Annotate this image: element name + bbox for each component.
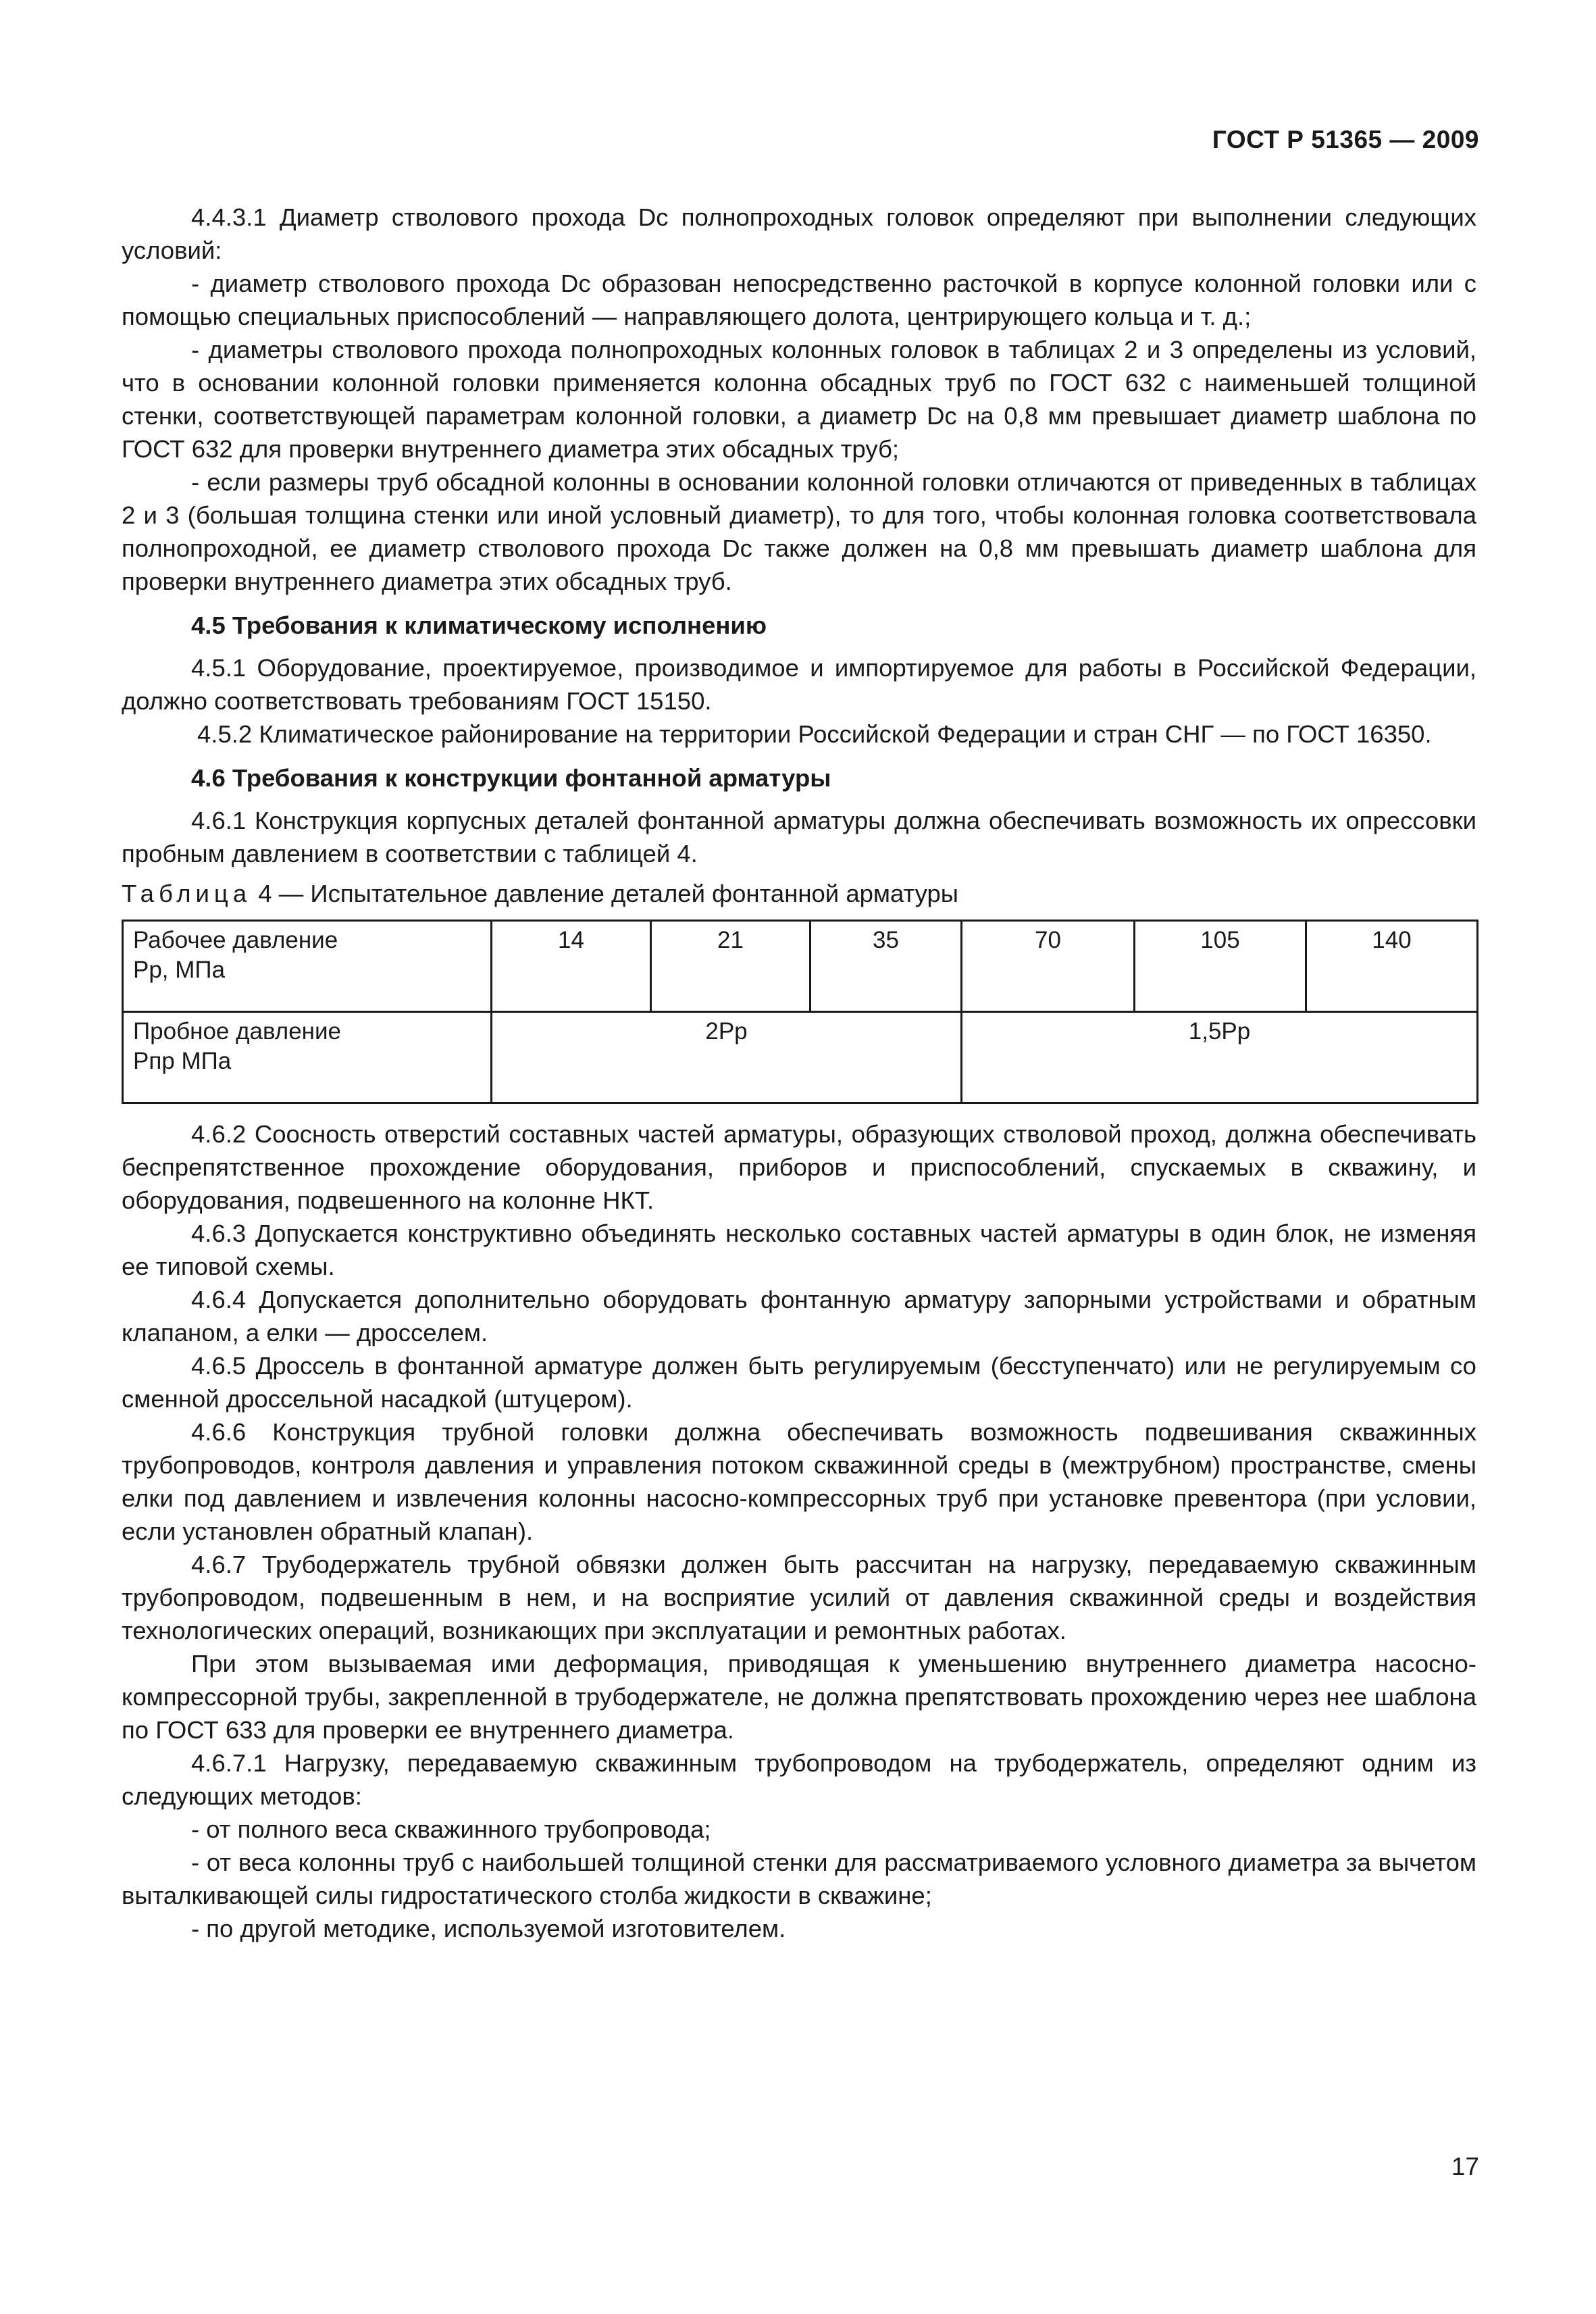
table-cell: 140	[1306, 921, 1478, 1012]
standard-header: ГОСТ Р 51365 — 2009	[1212, 126, 1479, 153]
paragraph-4-4-3-1: 4.4.3.1 Диаметр стволового прохода Dc полнопроходных головок определяют при выполнении следующих условий:	[122, 203, 1476, 264]
table-cell-label	[123, 1012, 492, 1103]
list-item: - от веса колонны труб с наибольшей толщиной стенки для рассматриваемого условного диаметра за вычетом выталкивающей силы гидростатического столба жидкости в скважине;	[122, 1848, 1476, 1909]
table-row	[123, 1012, 1478, 1103]
table-cell: 70	[962, 921, 1135, 1012]
paragraph-4-6-4: 4.6.4 Допускается дополнительно оборудовать фонтанную арматуру запорными устройствами и обратным клапаном, а елки — дросселем.	[122, 1286, 1476, 1347]
paragraph-4-6-1: 4.6.1 Конструкция корпусных деталей фонтанной арматуры должна обеспечивать возможность их опрессовки пробным давлением в соответствии с таблицей 4.	[122, 807, 1476, 867]
table-caption	[122, 877, 1476, 910]
list-item: - диаметр стволового прохода Dc образован непосредственно расточкой в корпусе колонной головки или с помощью специальных приспособлений — направляющего долота, центрирующего кольца и т. д.;	[122, 270, 1476, 330]
list-item: - диаметры стволового прохода полнопроходных колонных головок в таблицах 2 и 3 определены из условий, что в основании колонной головки применяется колонна обсадных труб по ГОСТ 632 с наименьшей толщиной стенки, соответствующей параметрам колонной головки, а диаметр Dc на 0,8 мм превышает диаметр шаблона по ГОСТ 632 для проверки внутреннего диаметра этих обсадных труб;	[122, 336, 1476, 463]
list-item: - по другой методике, используемой изготовителем.	[191, 1915, 786, 1942]
table-cell-label	[123, 921, 492, 1012]
pressure-table	[122, 920, 1478, 1104]
page-content	[122, 201, 1476, 1945]
paragraph-4-5-2: 4.5.2 Климатическое районирование на территории Российской Федерации и стран СНГ — по ГОСТ 16350.	[197, 720, 1432, 748]
test-pressure-unit: Pпр МПа	[133, 1048, 232, 1074]
table-cell: 105	[1135, 921, 1306, 1012]
list-item: - от полного веса скважинного трубопровода;	[191, 1815, 711, 1843]
section-heading-4-5: 4.5 Требования к климатическому исполнению	[191, 611, 767, 639]
paragraph-4-5-1: 4.5.1 Оборудование, проектируемое, производимое и импортируемое для работы в Российской Федерации, должно соответствовать требованиям ГОСТ 15150.	[122, 654, 1476, 715]
paragraph-4-6-5: 4.6.5 Дроссель в фонтанной арматуре должен быть регулируемым (бесступенчато) или не регулируемым со сменной дроссельной насадкой (штуцером).	[122, 1352, 1476, 1413]
page-number: 17	[1451, 2153, 1479, 2180]
table-cell: 35	[810, 921, 962, 1012]
paragraph-4-6-6: 4.6.6 Конструкция трубной головки должна обеспечивать возможность подвешивания скважинных трубопроводов, контроля давления и управления потоком скважинной среды в (межтрубном) пространстве, смены елки под давлением и извлечения колонны насосно-компрессорных труб при установке превентора (при условии, если установлен обратный клапан).	[122, 1418, 1476, 1545]
table-caption-prefix: Таблица	[122, 880, 252, 907]
section-heading-4-6: 4.6 Требования к конструкции фонтанной арматуры	[191, 764, 831, 792]
table-cell: 14	[492, 921, 651, 1012]
paragraph-4-6-7: 4.6.7 Трубодержатель трубной обвязки должен быть рассчитан на нагрузку, передаваемую скважинным трубопроводом, подвешенным в нем, и на восприятие усилий от давления скважинной среды и воздействия технологических операций, возникающих при эксплуатации и ремонтных работах.	[122, 1551, 1476, 1644]
paragraph-4-6-7-1: 4.6.7.1 Нагрузку, передаваемую скважинным трубопроводом на трубодержатель, определяют одним из следующих методов:	[122, 1749, 1476, 1810]
table-cell: 1,5Pр	[962, 1012, 1478, 1103]
paragraph-4-6-2: 4.6.2 Соосность отверстий составных частей арматуры, образующих стволовой проход, должна обеспечивать беспрепятственное прохождение оборудования, приборов и приспособлений, спускаемых в скважину, и оборудования, подвешенного на колонне НКТ.	[122, 1120, 1476, 1214]
list-item: - если размеры труб обсадной колонны в основании колонной головки отличаются от приведенных в таблицах 2 и 3 (большая толщина стенки или иной условный диаметр), то для того, чтобы колонная головка соответствовала полнопроходной, ее диаметр стволового прохода Dc также должен на 0,8 мм превышать диаметр шаблона для проверки внутреннего диаметра этих обсадных труб.	[122, 468, 1476, 595]
paragraph-4-6-7-note: При этом вызываемая ими деформация, приводящая к уменьшению внутреннего диаметра насосно-компрессорной трубы, закрепленной в трубодержателе, не должна препятствовать прохождению через нее шаблона по ГОСТ 633 для проверки ее внутреннего диаметра.	[122, 1650, 1476, 1744]
table-cell: 2Pр	[492, 1012, 962, 1103]
table-row	[123, 921, 1478, 1012]
paragraph-4-6-3: 4.6.3 Допускается конструктивно объединять несколько составных частей арматуры в один блок, не изменяя ее типовой схемы.	[122, 1219, 1476, 1280]
table-cell: 21	[651, 921, 810, 1012]
working-pressure-label: Рабочее давление	[133, 927, 338, 953]
table-caption-text: 4 — Испытательное давление деталей фонтанной арматуры	[251, 880, 959, 907]
working-pressure-unit: Pр, МПа	[133, 957, 226, 983]
test-pressure-label: Пробное давление	[133, 1018, 342, 1045]
